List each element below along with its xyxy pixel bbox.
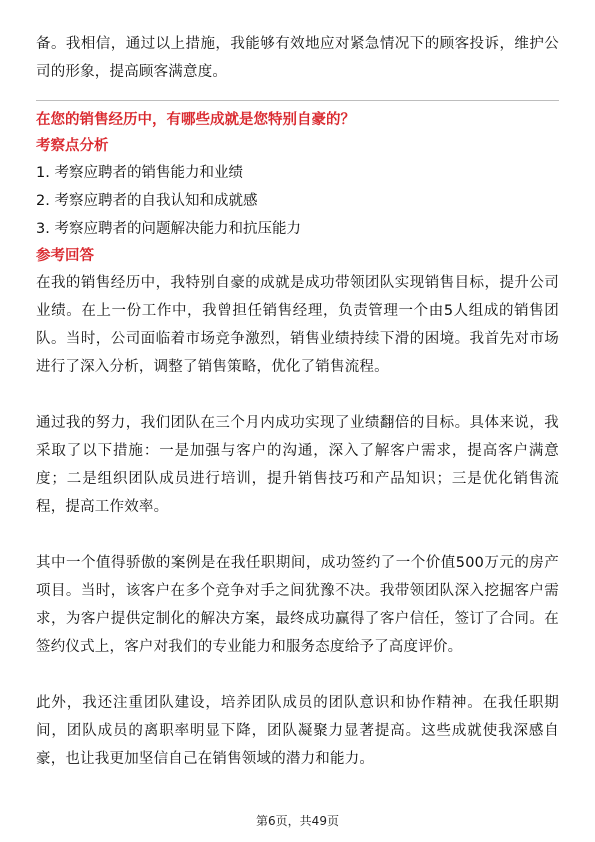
analysis-point-1: 1. 考察应聘者的销售能力和业绩 — [36, 165, 243, 181]
analysis-heading: 考察点分析 — [36, 138, 109, 154]
page-number: 第6页，共49页 — [256, 814, 339, 828]
section-divider — [36, 100, 559, 101]
answer-heading: 参考回答 — [36, 248, 94, 264]
analysis-point-3: 3. 考察应聘者的问题解决能力和抗压能力 — [36, 221, 301, 237]
paragraph-gap — [36, 661, 559, 689]
paragraph-gap — [36, 381, 559, 409]
answer-paragraph-2: 通过我的努力，我们团队在三个月内成功实现了业绩翻倍的目标。具体来说，我采取了以下措施：一是加强与客户的沟通，深入了解客户需求，提高客户满意度；二是组织团队成员进行培训，提升销售技巧和产品知识；三是优化销售流程，提高工作效率。 — [36, 415, 559, 515]
paragraph-gap — [36, 521, 559, 549]
intro-paragraph-tail: 备。我相信，通过以上措施，我能够有效地应对紧急情况下的顾客投诉，维护公司的形象，提高顾客满意度。 — [36, 36, 559, 80]
document-page — [36, 30, 559, 773]
interview-question: 在您的销售经历中，有哪些成就是您特别自豪的？ — [36, 112, 355, 128]
answer-paragraph-4: 此外，我还注重团队建设，培养团队成员的团队意识和协作精神。在我任职期间，团队成员的离职率明显下降，团队凝聚力显著提高。这些成就使我深感自豪，也让我更加坚信自己在销售领域的潜力和能力。 — [36, 695, 559, 767]
answer-paragraph-1: 在我的销售经历中，我特别自豪的成就是成功带领团队实现销售目标，提升公司业绩。在上一份工作中，我曾担任销售经理，负责管理一个由5人组成的销售团队。当时，公司面临着市场竞争激烈，销售业绩持续下滑的困境。我首先对市场进行了深入分析，调整了销售策略，优化了销售流程。 — [36, 275, 559, 375]
analysis-point-2: 2. 考察应聘者的自我认知和成就感 — [36, 193, 258, 209]
answer-paragraph-3: 其中一个值得骄傲的案例是在我任职期间，成功签约了一个价值500万元的房产项目。当时，该客户在多个竞争对手之间犹豫不决。我带领团队深入挖掘客户需求，为客户提供定制化的解决方案，最终成功赢得了客户信任，签订了合同。在签约仪式上，客户对我们的专业能力和服务态度给予了高度评价。 — [36, 555, 559, 655]
